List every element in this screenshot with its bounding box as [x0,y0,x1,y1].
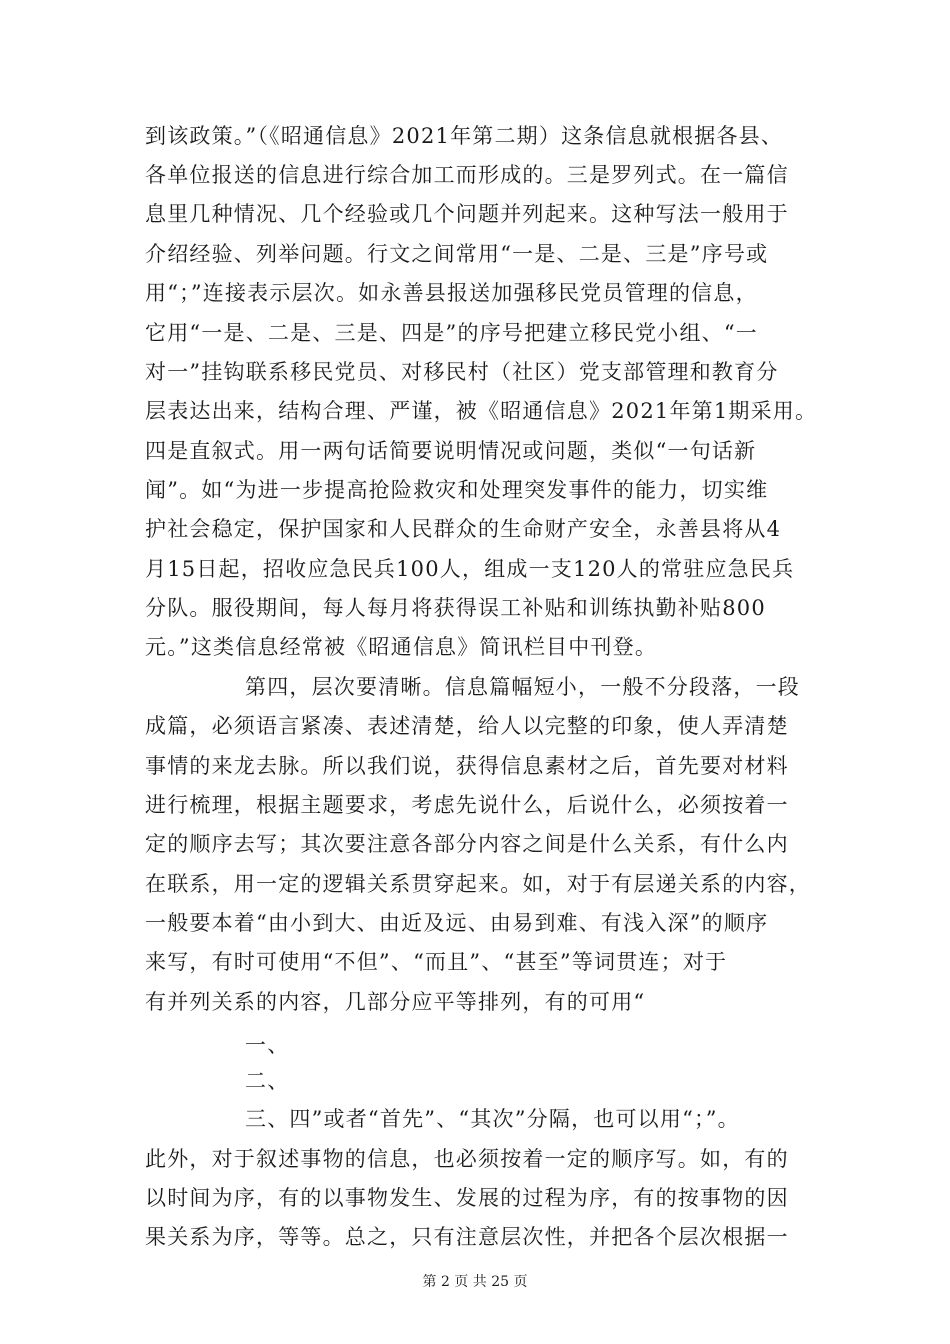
text-line: 到该政策。”（《昭通信息》2021年第二期）这条信息就根据各县、 [145,124,784,148]
paragraph-start: 三、四”或者“首先”、“其次”分隔，也可以用“；”。 [245,1107,740,1131]
text-line: 它用“一是、二是、三是、四是”的序号把建立移民党小组、“一 [145,321,759,345]
text-line: 各单位报送的信息进行综合加工而形成的。三是罗列式。在一篇信 [145,163,789,187]
text-line: 对一”挂钩联系移民党员、对移民村（社区）党支部管理和教育分 [145,360,779,384]
text-line: 来写，有时可使用“不但”、“而且”、“甚至”等词贯连；对于 [145,950,728,974]
text-line: 成篇，必须语言紧凑、表述清楚，给人以完整的印象，使人弄清楚 [145,714,789,738]
list-item: 一、 [245,1033,290,1057]
text-line: 以时间为序，有的以事物发生、发展的过程为序，有的按事物的因 [145,1186,789,1210]
text-line: 事情的来龙去脉。所以我们说，获得信息素材之后，首先要对材料 [145,754,789,778]
text-line: 在联系，用一定的逻辑关系贯穿起来。如，对于有层递关系的内容， [145,872,811,896]
text-line: 进行梳理，根据主题要求，考虑先说什么，后说什么，必须按着一 [145,793,789,817]
text-line: 月15日起，招收应急民兵100人，组成一支120人的常驻应急民兵 [145,557,795,581]
text-line: 有并列关系的内容，几部分应平等排列，有的可用“ [145,990,646,1014]
text-line: 息里几种情况、几个经验或几个问题并列起来。这种写法一般用于 [145,202,789,226]
list-item: 二、 [245,1069,290,1093]
text-line: 分队。服役期间，每人每月将获得误工补贴和训练执勤补贴800 [145,596,766,620]
text-line: 四是直叙式。用一两句话简要说明情况或问题，类似“一句话新 [145,439,757,463]
text-line: 一般要本着“由小到大、由近及远、由易到难、有浅入深”的顺序 [145,911,769,935]
text-line: 介绍经验、列举问题。行文之间常用“一是、二是、三是”序号或 [145,242,769,266]
page-number: 第 2 页 共 25 页 [422,1274,528,1290]
text-line: 元。”这类信息经常被《昭通信息》简讯栏目中刊登。 [145,635,658,659]
text-line: 果关系为序，等等。总之，只有注意层次性，并把各个层次根据一 [145,1225,789,1249]
text-line: 护社会稳定，保护国家和人民群众的生命财产安全，永善县将从4 [145,517,782,541]
paragraph-start: 第四，层次要清晰。信息篇幅短小，一般不分段落，一段 [245,675,800,699]
text-line: 用“；”连接表示层次。如永善县报送加强移民党员管理的信息， [145,281,758,305]
text-line: 闻”。如“为进一步提高抢险救灾和处理突发事件的能力，切实维 [145,478,769,502]
text-line: 定的顺序去写；其次要注意各部分内容之间是什么关系，有什么内 [145,832,789,856]
text-line: 层表达出来，结构合理、严谨，被《昭通信息》2021年第1期采用。 [145,399,818,423]
text-line: 此外，对于叙述事物的信息，也必须按着一定的顺序写。如，有的 [145,1147,789,1171]
